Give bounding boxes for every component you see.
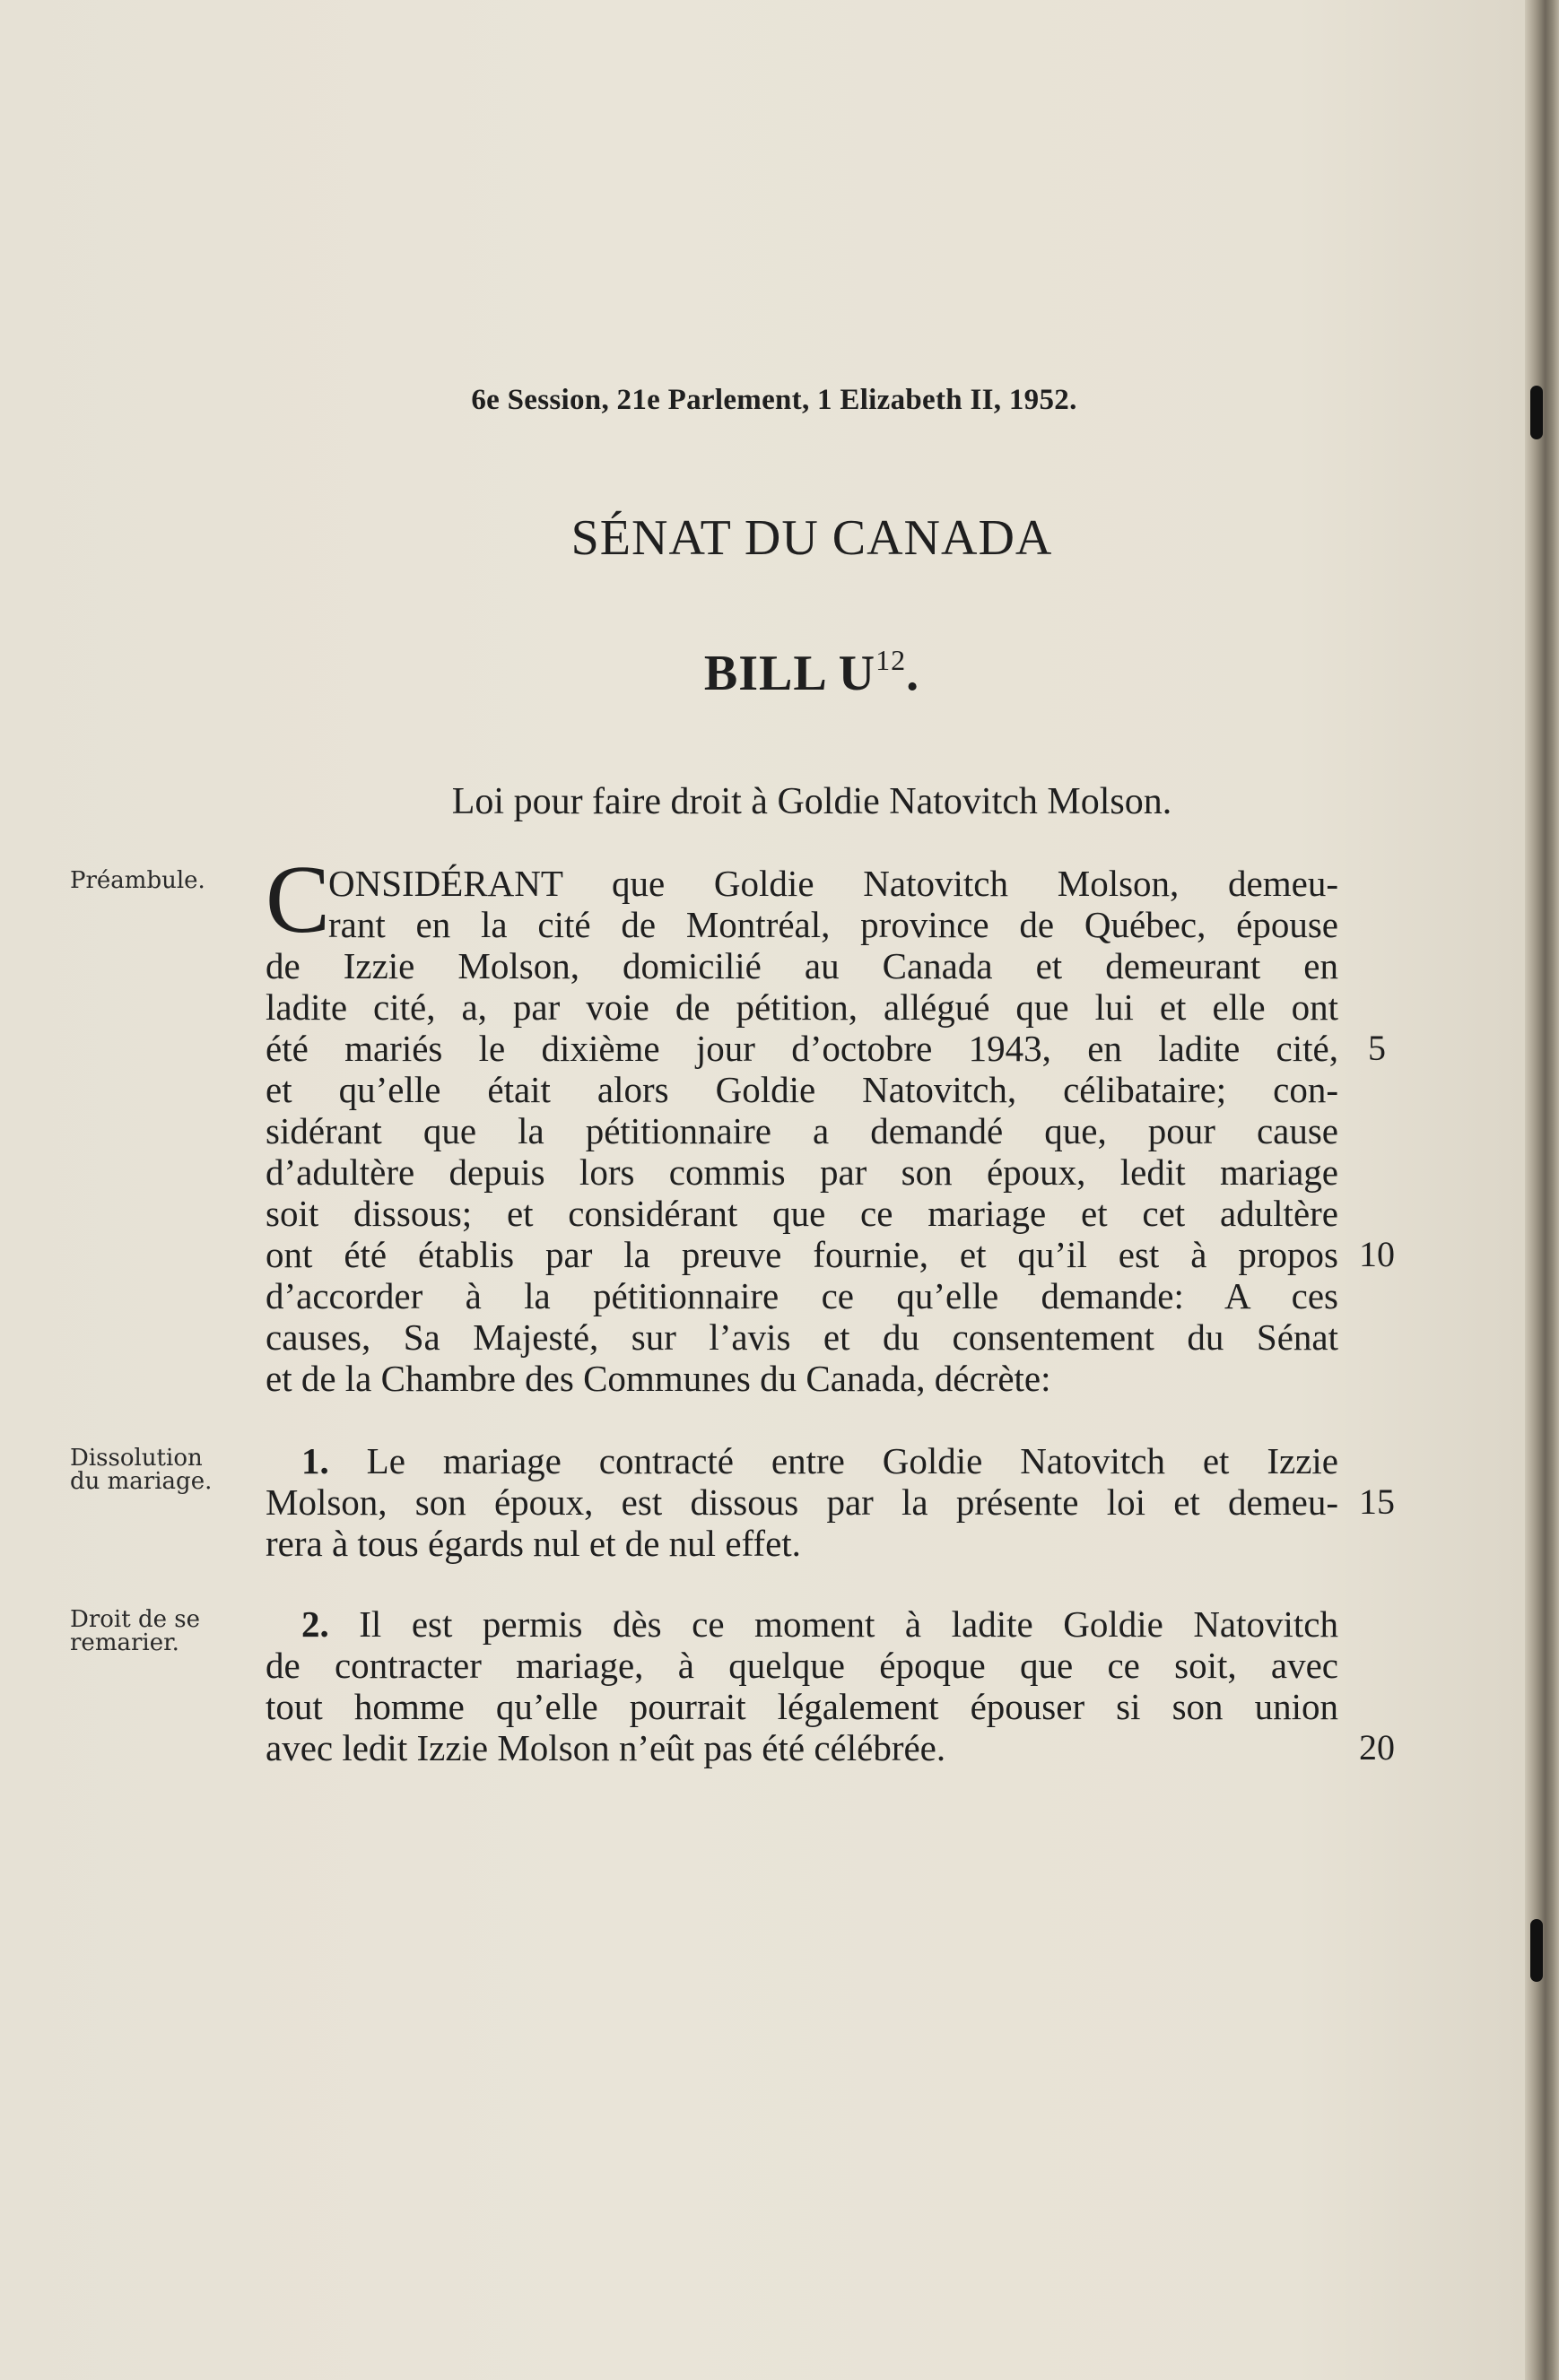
preamble-line: été mariés le dixième jour d’octobre 1943, en ladite cité, <box>266 1028 1338 1069</box>
preamble-line: sidérant que la pétitionnaire a demandé que, pour cause <box>266 1110 1338 1151</box>
line-number: 5 <box>1368 1028 1386 1068</box>
line-number: 20 <box>1359 1727 1395 1768</box>
margin-note-dissolution-2: du mariage. <box>70 1468 213 1495</box>
section-1-number: 1. <box>301 1440 329 1481</box>
bill-label: BILL U <box>703 646 876 701</box>
section-1-line: Molson, son époux, est dissous par la présente loi et demeu- <box>266 1481 1338 1523</box>
section-2-line: de contracter mariage, à quelque époque que ce soit, avec <box>266 1645 1338 1686</box>
bill-period: . <box>906 646 920 701</box>
margin-note-remarry-2: remarier. <box>70 1629 179 1656</box>
edge-mark <box>1530 1919 1543 1982</box>
session-line: 6e Session, 21e Parlement, 1 Elizabeth II, 1952. <box>471 384 1077 416</box>
preamble-line: ladite cité, a, par voie de pétition, allégué que lui et elle ont <box>266 986 1338 1028</box>
margin-note-preamble: Préambule. <box>70 867 205 894</box>
page-edge <box>1525 0 1559 2380</box>
section-1-line: rera à tous égards nul et de nul effet. <box>266 1523 801 1564</box>
bill-heading <box>269 644 1354 702</box>
preamble-line: causes, Sa Majesté, sur l’avis et du consentement du Sénat <box>266 1316 1338 1358</box>
preamble-line: d’adultère depuis lors commis par son époux, ledit mariage <box>266 1151 1338 1193</box>
section-2-line: avec ledit Izzie Molson n’eût pas été célébrée. <box>266 1727 946 1768</box>
preamble-line: ONSIDÉRANT que Goldie Natovitch Molson, demeu- <box>328 863 1338 904</box>
preamble-line: et qu’elle était alors Goldie Natovitch, célibataire; con- <box>266 1069 1338 1110</box>
bill-title: Loi pour faire droit à Goldie Natovitch Molson. <box>451 781 1172 822</box>
preamble-dropcap: C <box>266 847 331 953</box>
section-2-text: Il est permis dès ce moment à ladite Goldie Natovitch <box>359 1603 1338 1645</box>
preamble-line: d’accorder à la pétitionnaire ce qu’elle demande: A ces <box>266 1275 1338 1316</box>
section-2-line: tout homme qu’elle pourrait légalement épouser si son union <box>266 1686 1338 1727</box>
margin-note-dissolution-1: Dissolution <box>70 1445 203 1472</box>
bill-number: 12 <box>875 644 907 676</box>
section-2-number: 2. <box>301 1603 329 1645</box>
preamble-line: et de la Chambre des Communes du Canada, décrète: <box>266 1358 1051 1399</box>
line-number: 15 <box>1359 1481 1395 1522</box>
section-1-text: Le mariage contracté entre Goldie Natovitch et Izzie <box>366 1440 1339 1481</box>
section-1-line <box>301 1440 1338 1481</box>
preamble-line: soit dissous; et considérant que ce mariage et cet adultère <box>266 1193 1338 1234</box>
senate-heading: SÉNAT DU CANADA <box>570 510 1053 566</box>
preamble-line: de Izzie Molson, domicilié au Canada et demeurant en <box>266 945 1338 986</box>
preamble-line: rant en la cité de Montréal, province de Québec, épouse <box>328 904 1338 945</box>
preamble-line: ont été établis par la preuve fournie, et qu’il est à propos <box>266 1234 1338 1275</box>
section-2-line <box>301 1603 1338 1645</box>
line-number: 10 <box>1359 1234 1395 1274</box>
margin-note-remarry-1: Droit de se <box>70 1606 200 1633</box>
